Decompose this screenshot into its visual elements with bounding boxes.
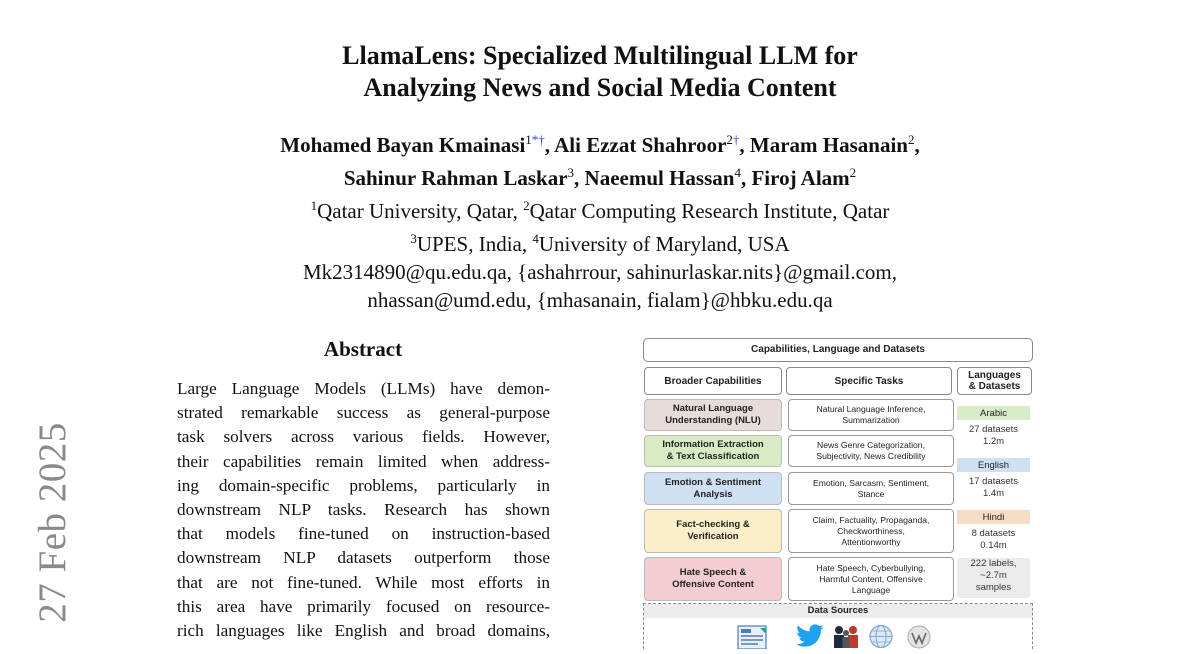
capability-line: Offensive Content — [672, 579, 754, 590]
task-line: Harmful Content, Offensive — [819, 573, 923, 584]
abstract-line: this area have primarily focused on resource- — [177, 596, 550, 616]
task-line: Natural Language Inference, — [816, 404, 926, 414]
arxiv-date: 27 Feb 2025 — [30, 422, 74, 623]
task-line: Attentionworthy — [841, 536, 901, 547]
author-affil-sup: 2 — [849, 165, 857, 180]
language-stat: 27 datasets — [968, 424, 1019, 435]
language-arabic-stats — [957, 424, 1030, 448]
language-stat: 1.2m — [982, 436, 1005, 447]
author-affil-sup: 2 — [726, 132, 733, 147]
author-name: Ali Ezzat Shahroor — [554, 133, 727, 157]
task-line: Stance — [857, 488, 885, 499]
language-stat: 1.4m — [982, 488, 1005, 499]
title-line-1: LlamaLens: Specialized Multilingual LLM for — [342, 41, 858, 70]
affil-sup: 1 — [310, 198, 318, 213]
affil-text: Qatar University, Qatar, — [317, 199, 524, 223]
paper-title — [200, 40, 1000, 104]
author-name: Firoj Alam — [751, 166, 850, 190]
capability-line: Natural Language — [672, 403, 754, 414]
affiliation-line-1 — [200, 192, 1000, 225]
task-line: Claim, Factuality, Propaganda, — [812, 514, 930, 525]
capability-nlu — [644, 399, 782, 431]
capability-fact-checking — [644, 509, 782, 553]
title-line-2: Analyzing News and Social Media Content — [363, 73, 837, 102]
data-sources-box — [643, 603, 1033, 649]
figure-title: Capabilities, Language and Datasets — [643, 338, 1033, 362]
author-sep: , — [574, 166, 585, 190]
abstract-line: their capabilities remain limited when address- — [177, 451, 550, 471]
author-name: Naeemul Hassan — [584, 166, 735, 190]
emails-line-1: Mk2314890@qu.edu.qa, {ashahrrour, sahinurlaskar.nits}@gmail.com, — [303, 260, 897, 284]
affil-text: University of Maryland, USA — [538, 232, 790, 256]
abstract-line: strated remarkable success as general-purpose — [177, 403, 550, 423]
tasks-hate-speech — [788, 557, 954, 601]
tasks-fact-checking — [788, 509, 954, 553]
arxiv-date-stamp — [28, 420, 76, 625]
capability-line: Information Extraction — [662, 439, 764, 450]
language-english-stats — [957, 476, 1030, 500]
language-english: English — [957, 458, 1030, 472]
abstract-line: downstream NLP datasets outperform those — [177, 548, 550, 568]
task-line: Hate Speech, Cyberbullying, — [816, 562, 926, 573]
abstract-line: ing domain-specific problems, particularly in — [177, 475, 550, 495]
abstract-line: downstream NLP tasks. Research has shown — [177, 500, 550, 520]
author-name: Maram Hasanain — [749, 133, 908, 157]
task-line: News Genre Categorization, — [817, 440, 925, 450]
authors-line-1 — [200, 126, 1000, 159]
capability-line: Verification — [687, 531, 739, 542]
language-stat: 17 datasets — [968, 476, 1019, 487]
author-sep: , — [740, 166, 752, 190]
language-stat: 0.14m — [980, 540, 1007, 551]
author-affil-sup: 3 — [567, 165, 575, 180]
language-arabic: Arabic — [957, 406, 1030, 420]
affiliations — [200, 192, 1000, 314]
author-mark: † — [732, 132, 740, 147]
author-name: Sahinur Rahman Laskar — [343, 166, 568, 190]
paper-header — [200, 40, 1000, 314]
tasks-information-extraction — [788, 435, 954, 467]
affil-text: Qatar Computing Research Institute, Qatar — [529, 199, 890, 223]
tasks-nlu — [788, 399, 954, 431]
capability-line: Fact-checking & — [676, 519, 750, 530]
language-hindi-stats — [957, 528, 1030, 552]
totals-line: samples — [975, 582, 1012, 593]
abstract-line: Large Language Models (LLMs) have demon- — [177, 379, 550, 398]
languages-header-line-1: Languages — [968, 370, 1021, 381]
author-sep: , — [544, 133, 555, 157]
abstract-line: that models fine-tuned on instruction-based — [177, 524, 550, 544]
author-affil-sup: 2 — [908, 132, 915, 147]
capability-information-extraction — [644, 435, 782, 467]
task-line: Language — [851, 584, 891, 595]
authors-line-2 — [200, 159, 1000, 192]
emails-line-2: nhassan@umd.edu, {mhasanain, fialam}@hbku.edu.qa — [367, 288, 833, 312]
affil-sup: 2 — [523, 198, 530, 213]
abstract-line: task solvers across various fields. However, — [177, 427, 550, 447]
wikipedia-icon — [904, 624, 934, 654]
twitter-icon — [794, 624, 826, 654]
column-header-tasks: Specific Tasks — [786, 367, 952, 395]
abstract-heading: Abstract — [323, 337, 403, 361]
capability-line: & Text Classification — [666, 451, 760, 462]
abstract-line: that are not fine-tuned. While most efforts in — [177, 572, 550, 592]
task-line: Subjectivity, News Credibility — [816, 451, 926, 461]
capabilities-figure — [643, 338, 1033, 648]
news-icon — [736, 624, 770, 654]
author-affil-sup: 1 — [525, 132, 532, 147]
affiliation-line-2 — [200, 225, 1000, 258]
language-stat: 8 datasets — [971, 528, 1016, 539]
column-header-languages — [957, 367, 1032, 395]
task-line: Checkworthiness, — [837, 525, 905, 536]
capability-line: Understanding (NLU) — [665, 415, 761, 426]
abstract-body — [177, 377, 550, 643]
globe-icon — [866, 624, 896, 654]
data-sources-title: Data Sources — [644, 604, 1032, 618]
affil-sup: 4 — [532, 231, 539, 246]
languages-header-line-2: & Datasets — [968, 381, 1021, 392]
author-mark: *† — [531, 132, 545, 147]
capability-line: Analysis — [693, 488, 733, 500]
language-hindi: Hindi — [957, 510, 1030, 524]
capability-hate-speech — [644, 557, 782, 601]
data-source-icons — [736, 624, 946, 649]
author-name: Mohamed Bayan Kmainasi — [280, 133, 526, 157]
capability-emotion-sentiment — [644, 472, 782, 505]
affil-sup: 3 — [410, 231, 417, 246]
column-header-capabilities: Broader Capabilities — [644, 367, 782, 395]
author-sep: , — [739, 133, 750, 157]
abstract-line: rich languages like English and broad domains, — [177, 621, 550, 641]
capability-line: Hate Speech & — [679, 567, 747, 578]
task-line: Summarization — [842, 415, 900, 425]
totals-line: ~2.7m — [980, 570, 1007, 581]
people-icon — [830, 624, 862, 654]
tasks-emotion-sentiment — [788, 472, 954, 505]
totals-line: 222 labels, — [970, 558, 1017, 569]
author-list — [200, 126, 1000, 192]
affil-text: UPES, India, — [416, 232, 533, 256]
author-affil-sup: 4 — [734, 165, 741, 180]
totals-summary — [957, 558, 1030, 598]
task-line: Emotion, Sarcasm, Sentiment, — [812, 477, 930, 488]
author-sep: , — [914, 133, 920, 157]
capability-line: Emotion & Sentiment — [664, 476, 762, 488]
